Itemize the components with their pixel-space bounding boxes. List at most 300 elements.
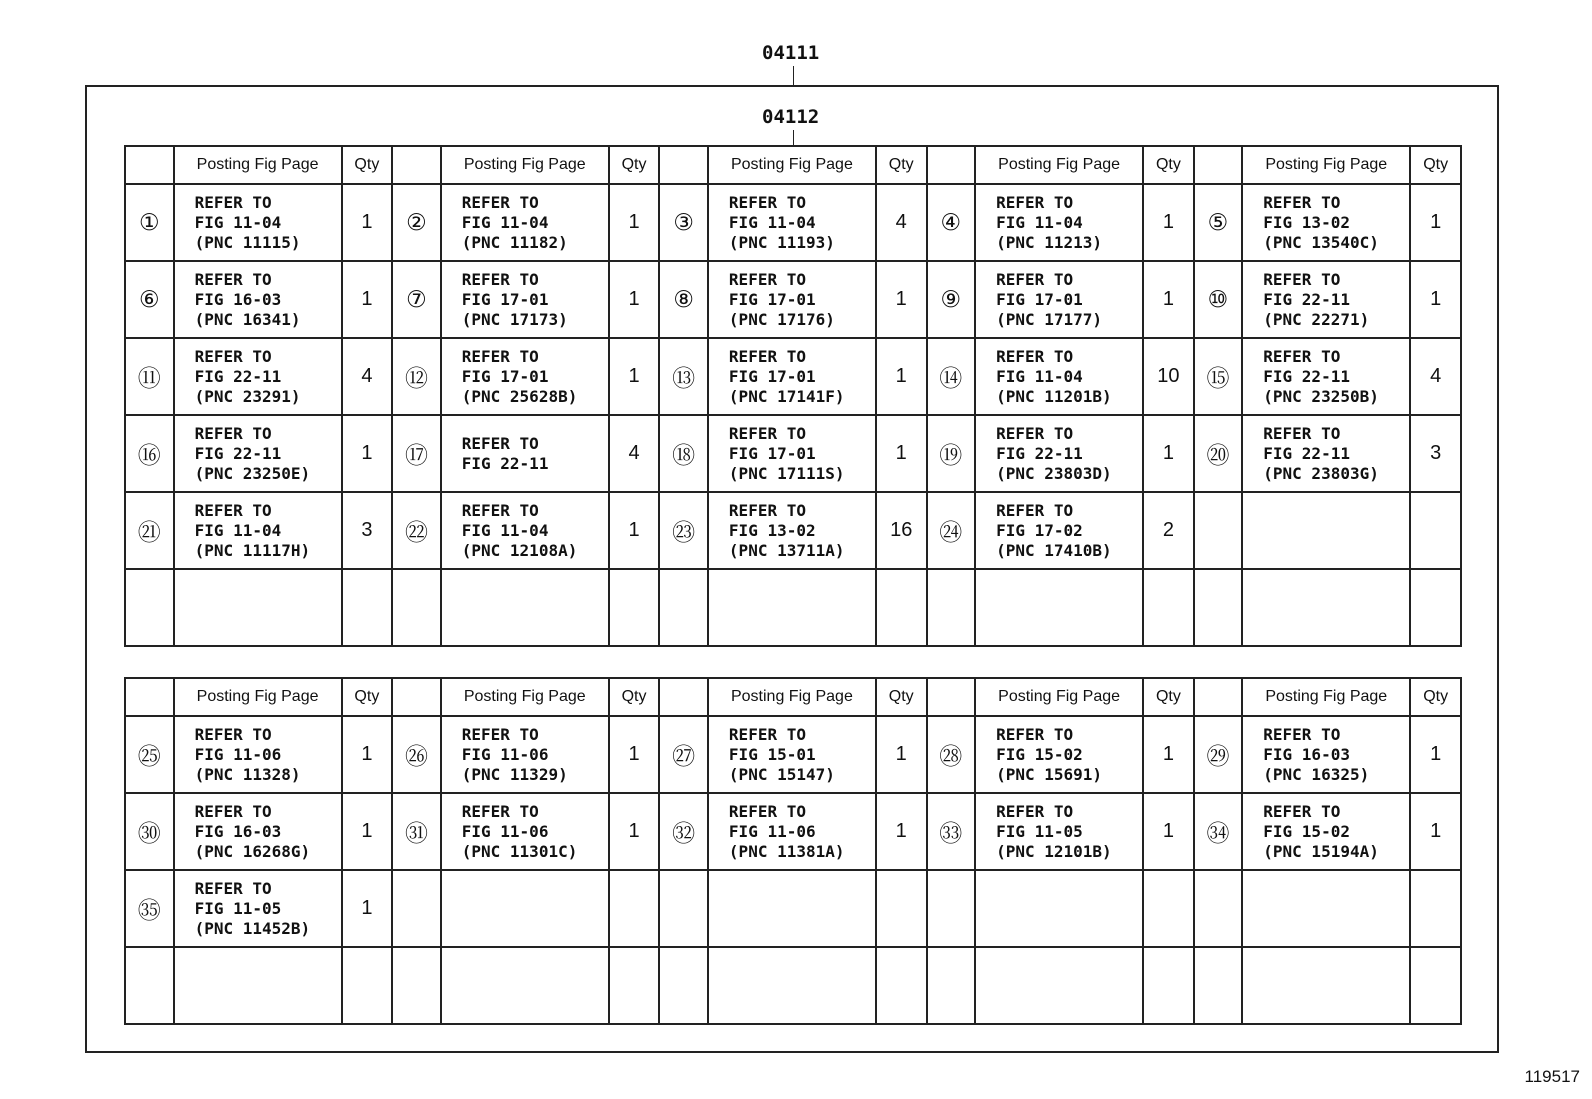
item-qty: 1 xyxy=(609,793,660,870)
item-number: ⑯ xyxy=(125,415,174,492)
reference-line: FIG 16-03 xyxy=(194,289,282,309)
posting-reference xyxy=(708,569,876,646)
item-qty xyxy=(876,569,927,646)
reference-line: (PNC 13540C) xyxy=(1263,232,1379,252)
reference-line: FIG 17-01 xyxy=(728,443,816,463)
item-qty: 1 xyxy=(609,492,660,569)
outer-leader-line xyxy=(793,66,794,85)
reference-line: REFER TO xyxy=(461,269,539,289)
header-qty: Qty xyxy=(1410,146,1461,184)
item-qty: 4 xyxy=(609,415,660,492)
posting-reference xyxy=(441,184,609,261)
item-number: ① xyxy=(125,184,174,261)
posting-reference xyxy=(1242,492,1410,569)
reference-line: (PNC 15194A) xyxy=(1263,841,1379,861)
reference-line: (PNC 15147) xyxy=(728,764,835,784)
header-posting: Posting Fig Page xyxy=(708,146,876,184)
reference-line: REFER TO xyxy=(194,500,272,520)
reference-line: FIG 22-11 xyxy=(1263,289,1350,309)
item-number: ⑳ xyxy=(1194,415,1243,492)
reference-line: (PNC 25628B) xyxy=(461,386,578,406)
item-number: ㉘ xyxy=(927,716,976,793)
table-row xyxy=(125,184,1461,261)
reference-line: (PNC 17176) xyxy=(728,309,835,329)
reference-line: REFER TO xyxy=(728,269,806,289)
table-row xyxy=(125,716,1461,793)
reference-line: REFER TO xyxy=(996,346,1074,366)
item-number: ⑰ xyxy=(392,415,441,492)
posting-reference xyxy=(975,870,1143,947)
item-qty: 1 xyxy=(609,184,660,261)
reference-line: REFER TO xyxy=(194,801,272,821)
header-num-cell xyxy=(392,146,441,184)
posting-reference xyxy=(174,947,342,1024)
reference-line: REFER TO xyxy=(1263,423,1341,443)
reference-line: (PNC 11193) xyxy=(728,232,835,252)
reference-line: REFER TO xyxy=(728,346,806,366)
reference-line: (PNC 17111S) xyxy=(728,463,845,483)
header-qty: Qty xyxy=(1143,678,1194,716)
item-number: ㉕ xyxy=(125,716,174,793)
item-qty: 2 xyxy=(1143,492,1194,569)
item-qty: 10 xyxy=(1143,338,1194,415)
reference-line: REFER TO xyxy=(461,192,539,212)
item-qty: 4 xyxy=(1410,338,1461,415)
reference-line: REFER TO xyxy=(461,724,539,744)
reference-line: REFER TO xyxy=(1263,801,1341,821)
item-qty xyxy=(1143,947,1194,1024)
reference-line: FIG 17-01 xyxy=(461,366,549,386)
reference-line: FIG 11-05 xyxy=(194,898,282,918)
reference-line: (PNC 23803G) xyxy=(1263,463,1379,483)
item-number: ㉟ xyxy=(125,870,174,947)
reference-line: REFER TO xyxy=(1263,724,1341,744)
item-number xyxy=(1194,569,1243,646)
reference-line: FIG 11-04 xyxy=(728,212,816,232)
posting-reference xyxy=(708,870,876,947)
header-qty: Qty xyxy=(609,146,660,184)
posting-reference xyxy=(441,415,609,492)
item-number: ㉚ xyxy=(125,793,174,870)
reference-line: (PNC 16325) xyxy=(1263,764,1370,784)
reference-line: FIG 17-02 xyxy=(996,520,1083,540)
item-number: ㉛ xyxy=(392,793,441,870)
reference-line: (PNC 17141F) xyxy=(728,386,845,406)
table-row xyxy=(125,338,1461,415)
item-number: ⑩ xyxy=(1194,261,1243,338)
reference-line: FIG 22-11 xyxy=(461,453,549,473)
reference-line: (PNC 11213) xyxy=(996,232,1103,252)
header-posting: Posting Fig Page xyxy=(174,678,342,716)
posting-reference xyxy=(1242,261,1410,338)
item-number: ⑦ xyxy=(392,261,441,338)
item-number xyxy=(125,569,174,646)
posting-reference xyxy=(1242,716,1410,793)
reference-line: (PNC 11117H) xyxy=(194,540,311,560)
reference-line: (PNC 23803D) xyxy=(996,463,1112,483)
posting-reference xyxy=(441,261,609,338)
posting-reference xyxy=(975,569,1143,646)
reference-line: (PNC 17173) xyxy=(461,309,568,329)
header-qty: Qty xyxy=(876,146,927,184)
inner-kit-label: 04112 xyxy=(762,106,820,128)
posting-reference xyxy=(174,870,342,947)
item-number: ㉑ xyxy=(125,492,174,569)
table-row xyxy=(125,793,1461,870)
item-qty: 1 xyxy=(1143,184,1194,261)
reference-line: (PNC 11201B) xyxy=(996,386,1112,406)
reference-line: FIG 13-02 xyxy=(1263,212,1350,232)
item-number: ⑬ xyxy=(659,338,708,415)
table-row xyxy=(125,947,1461,1024)
reference-line: FIG 22-11 xyxy=(1263,366,1350,386)
item-qty: 1 xyxy=(876,415,927,492)
reference-line: REFER TO xyxy=(194,423,272,443)
item-number: ㉓ xyxy=(659,492,708,569)
posting-reference xyxy=(975,261,1143,338)
item-qty: 3 xyxy=(1410,415,1461,492)
item-number xyxy=(659,569,708,646)
header-qty: Qty xyxy=(876,678,927,716)
item-number xyxy=(392,569,441,646)
item-qty: 4 xyxy=(342,338,393,415)
reference-line: FIG 22-11 xyxy=(1263,443,1350,463)
item-qty xyxy=(609,870,660,947)
header-num-cell xyxy=(125,146,174,184)
header-posting: Posting Fig Page xyxy=(975,146,1143,184)
posting-reference xyxy=(975,338,1143,415)
item-qty: 1 xyxy=(876,338,927,415)
reference-line: REFER TO xyxy=(461,801,539,821)
item-qty: 1 xyxy=(342,184,393,261)
reference-line: (PNC 22271) xyxy=(1263,309,1370,329)
posting-reference xyxy=(708,261,876,338)
header-num-cell xyxy=(927,146,976,184)
item-qty: 1 xyxy=(609,338,660,415)
reference-line: (PNC 15691) xyxy=(996,764,1103,784)
posting-reference xyxy=(1242,569,1410,646)
reference-line: FIG 17-01 xyxy=(461,289,549,309)
reference-line: FIG 15-02 xyxy=(1263,821,1350,841)
reference-line: REFER TO xyxy=(461,433,539,453)
item-number xyxy=(927,569,976,646)
header-posting: Posting Fig Page xyxy=(441,678,609,716)
reference-line: FIG 11-05 xyxy=(996,821,1083,841)
item-qty: 1 xyxy=(876,716,927,793)
item-number xyxy=(392,870,441,947)
reference-line: REFER TO xyxy=(1263,269,1341,289)
item-number xyxy=(659,947,708,1024)
reference-line: FIG 15-01 xyxy=(728,744,816,764)
item-qty xyxy=(1410,569,1461,646)
posting-reference xyxy=(174,492,342,569)
posting-reference xyxy=(441,716,609,793)
posting-reference xyxy=(174,569,342,646)
reference-line: REFER TO xyxy=(1263,192,1341,212)
item-qty: 1 xyxy=(1143,261,1194,338)
posting-reference xyxy=(174,184,342,261)
posting-reference xyxy=(708,338,876,415)
posting-reference xyxy=(708,184,876,261)
reference-line: REFER TO xyxy=(728,724,806,744)
reference-line: (PNC 11329) xyxy=(461,764,568,784)
posting-reference xyxy=(441,793,609,870)
reference-line: (PNC 23250E) xyxy=(194,463,311,483)
item-number: ② xyxy=(392,184,441,261)
header-num-cell xyxy=(1194,146,1243,184)
header-num-cell xyxy=(1194,678,1243,716)
item-qty xyxy=(342,569,393,646)
reference-line: FIG 11-04 xyxy=(996,366,1083,386)
posting-reference xyxy=(174,793,342,870)
header-num-cell xyxy=(125,678,174,716)
item-qty xyxy=(876,870,927,947)
item-number: ④ xyxy=(927,184,976,261)
header-posting: Posting Fig Page xyxy=(441,146,609,184)
reference-line: REFER TO xyxy=(194,192,272,212)
item-qty: 1 xyxy=(1143,415,1194,492)
reference-line: (PNC 23250B) xyxy=(1263,386,1379,406)
reference-line: FIG 17-01 xyxy=(728,366,816,386)
reference-line: FIG 11-06 xyxy=(728,821,816,841)
item-qty: 3 xyxy=(342,492,393,569)
item-qty: 1 xyxy=(876,793,927,870)
item-qty xyxy=(876,947,927,1024)
item-qty xyxy=(609,947,660,1024)
header-num-cell xyxy=(659,678,708,716)
item-number: ㉝ xyxy=(927,793,976,870)
reference-line: (PNC 17410B) xyxy=(996,540,1112,560)
reference-line: REFER TO xyxy=(996,192,1074,212)
reference-line: FIG 11-04 xyxy=(194,520,282,540)
posting-reference xyxy=(174,261,342,338)
table-row xyxy=(125,870,1461,947)
reference-line: (PNC 12108A) xyxy=(461,540,578,560)
header-posting: Posting Fig Page xyxy=(1242,146,1410,184)
reference-line: REFER TO xyxy=(996,423,1074,443)
item-qty: 1 xyxy=(342,870,393,947)
reference-line: FIG 11-04 xyxy=(461,212,549,232)
item-number: ⑮ xyxy=(1194,338,1243,415)
reference-line: (PNC 11182) xyxy=(461,232,568,252)
item-qty: 1 xyxy=(1143,793,1194,870)
item-qty xyxy=(1410,870,1461,947)
table-row xyxy=(125,492,1461,569)
item-number: ⑨ xyxy=(927,261,976,338)
item-qty: 4 xyxy=(876,184,927,261)
item-qty: 1 xyxy=(342,261,393,338)
reference-line: (PNC 11115) xyxy=(194,232,301,252)
posting-reference xyxy=(1242,338,1410,415)
posting-reference xyxy=(975,184,1143,261)
header-posting: Posting Fig Page xyxy=(975,678,1143,716)
posting-reference xyxy=(975,492,1143,569)
table-row xyxy=(125,569,1461,646)
item-number xyxy=(125,947,174,1024)
reference-line: FIG 13-02 xyxy=(728,520,816,540)
reference-line: FIG 11-06 xyxy=(194,744,282,764)
header-qty: Qty xyxy=(1410,678,1461,716)
posting-reference xyxy=(174,716,342,793)
table-row xyxy=(125,415,1461,492)
posting-reference xyxy=(975,415,1143,492)
item-number: ㉔ xyxy=(927,492,976,569)
reference-line: (PNC 16268G) xyxy=(194,841,311,861)
reference-line: REFER TO xyxy=(1263,346,1341,366)
posting-reference xyxy=(174,338,342,415)
item-qty: 1 xyxy=(1410,261,1461,338)
posting-reference xyxy=(975,793,1143,870)
posting-reference xyxy=(708,716,876,793)
posting-reference xyxy=(441,947,609,1024)
reference-line: (PNC 16341) xyxy=(194,309,301,329)
header-posting: Posting Fig Page xyxy=(174,146,342,184)
item-number: ⑤ xyxy=(1194,184,1243,261)
item-number: ⑧ xyxy=(659,261,708,338)
reference-line: REFER TO xyxy=(194,724,272,744)
item-number xyxy=(1194,492,1243,569)
item-qty xyxy=(1143,870,1194,947)
header-num-cell xyxy=(927,678,976,716)
reference-line: REFER TO xyxy=(996,500,1074,520)
item-qty: 1 xyxy=(609,716,660,793)
reference-line: FIG 22-11 xyxy=(194,443,282,463)
reference-line: REFER TO xyxy=(996,801,1074,821)
reference-line: REFER TO xyxy=(461,500,539,520)
item-qty xyxy=(1410,492,1461,569)
item-qty: 16 xyxy=(876,492,927,569)
outer-kit-label: 04111 xyxy=(762,42,820,64)
kit-table-1 xyxy=(124,145,1462,647)
posting-reference xyxy=(1242,947,1410,1024)
item-qty: 1 xyxy=(342,793,393,870)
diagram-number: 119517 xyxy=(1524,1067,1580,1086)
header-qty: Qty xyxy=(342,146,393,184)
reference-line: REFER TO xyxy=(194,346,272,366)
item-number: ㉞ xyxy=(1194,793,1243,870)
posting-reference xyxy=(708,415,876,492)
item-qty: 1 xyxy=(609,261,660,338)
reference-line: (PNC 13711A) xyxy=(728,540,845,560)
reference-line: REFER TO xyxy=(461,346,539,366)
item-number xyxy=(1194,870,1243,947)
item-qty: 1 xyxy=(342,716,393,793)
reference-line: FIG 16-03 xyxy=(1263,744,1350,764)
reference-line: FIG 15-02 xyxy=(996,744,1083,764)
header-num-cell xyxy=(392,678,441,716)
reference-line: REFER TO xyxy=(996,724,1074,744)
item-number: ⑱ xyxy=(659,415,708,492)
posting-reference xyxy=(441,870,609,947)
reference-line: FIG 11-04 xyxy=(996,212,1083,232)
item-number: ㉙ xyxy=(1194,716,1243,793)
item-number: ⑭ xyxy=(927,338,976,415)
item-number: ⑲ xyxy=(927,415,976,492)
header-row xyxy=(125,678,1461,716)
posting-reference xyxy=(441,492,609,569)
reference-line: REFER TO xyxy=(194,269,272,289)
item-qty: 1 xyxy=(1410,184,1461,261)
item-number: ㉖ xyxy=(392,716,441,793)
reference-line: (PNC 11452B) xyxy=(194,918,311,938)
item-qty: 1 xyxy=(1410,716,1461,793)
posting-reference xyxy=(975,947,1143,1024)
table-row xyxy=(125,261,1461,338)
header-qty: Qty xyxy=(1143,146,1194,184)
item-qty xyxy=(1410,947,1461,1024)
posting-reference xyxy=(1242,415,1410,492)
item-qty xyxy=(609,569,660,646)
reference-line: (PNC 12101B) xyxy=(996,841,1112,861)
item-number xyxy=(927,870,976,947)
reference-line: (PNC 11328) xyxy=(194,764,301,784)
header-posting: Posting Fig Page xyxy=(1242,678,1410,716)
item-qty xyxy=(342,947,393,1024)
reference-line: (PNC 17177) xyxy=(996,309,1103,329)
item-qty: 1 xyxy=(1410,793,1461,870)
reference-line: REFER TO xyxy=(728,500,806,520)
item-number xyxy=(927,947,976,1024)
reference-line: FIG 11-04 xyxy=(194,212,282,232)
kit-table-2 xyxy=(124,677,1462,1025)
item-qty xyxy=(1143,569,1194,646)
posting-reference xyxy=(708,492,876,569)
item-number: ㉜ xyxy=(659,793,708,870)
reference-line: FIG 17-01 xyxy=(996,289,1083,309)
reference-line: FIG 16-03 xyxy=(194,821,282,841)
reference-line: (PNC 23291) xyxy=(194,386,301,406)
item-number xyxy=(1194,947,1243,1024)
reference-line: REFER TO xyxy=(728,192,806,212)
reference-line: FIG 11-06 xyxy=(461,821,549,841)
reference-line: FIG 22-11 xyxy=(194,366,282,386)
header-row xyxy=(125,146,1461,184)
header-posting: Posting Fig Page xyxy=(708,678,876,716)
item-number: ⑫ xyxy=(392,338,441,415)
item-qty: 1 xyxy=(1143,716,1194,793)
reference-line: FIG 17-01 xyxy=(728,289,816,309)
posting-reference xyxy=(1242,184,1410,261)
reference-line: REFER TO xyxy=(996,269,1074,289)
posting-reference xyxy=(1242,870,1410,947)
posting-reference xyxy=(441,569,609,646)
reference-line: (PNC 11301C) xyxy=(461,841,578,861)
inner-leader-line xyxy=(793,130,794,145)
header-qty: Qty xyxy=(609,678,660,716)
item-qty: 1 xyxy=(342,415,393,492)
reference-line: FIG 22-11 xyxy=(996,443,1083,463)
item-number xyxy=(659,870,708,947)
item-number: ㉒ xyxy=(392,492,441,569)
reference-line: FIG 11-04 xyxy=(461,520,549,540)
header-qty: Qty xyxy=(342,678,393,716)
posting-reference xyxy=(708,947,876,1024)
item-number: ⑥ xyxy=(125,261,174,338)
reference-line: REFER TO xyxy=(728,423,806,443)
header-num-cell xyxy=(659,146,708,184)
posting-reference xyxy=(1242,793,1410,870)
item-number: ③ xyxy=(659,184,708,261)
reference-line: REFER TO xyxy=(728,801,806,821)
reference-line: (PNC 11381A) xyxy=(728,841,845,861)
item-number: ⑪ xyxy=(125,338,174,415)
item-number xyxy=(392,947,441,1024)
reference-line: FIG 11-06 xyxy=(461,744,549,764)
item-number: ㉗ xyxy=(659,716,708,793)
posting-reference xyxy=(708,793,876,870)
posting-reference xyxy=(975,716,1143,793)
posting-reference xyxy=(441,338,609,415)
